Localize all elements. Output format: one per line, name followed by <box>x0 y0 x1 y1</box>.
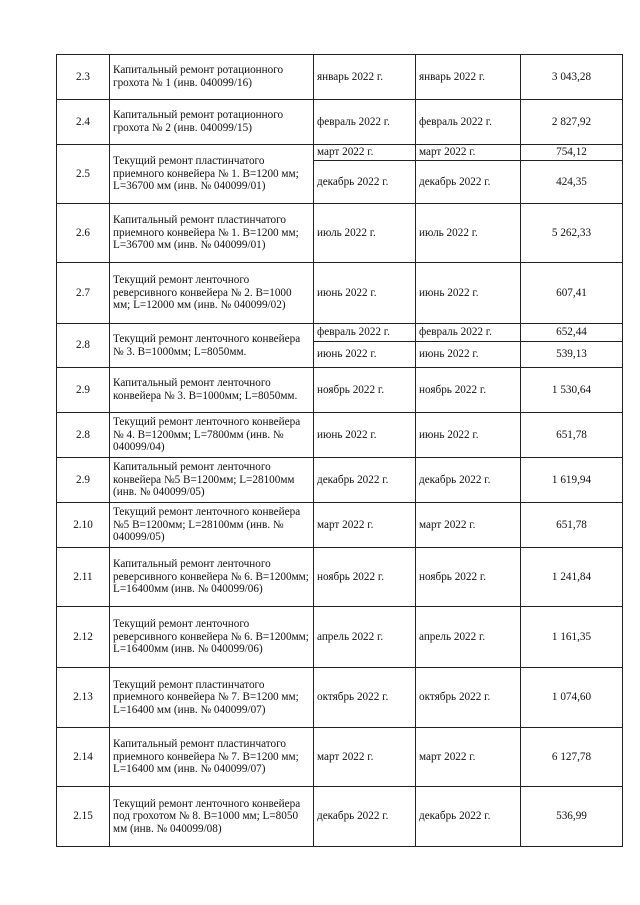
start-date: июль 2022 г. <box>314 204 416 263</box>
item-number: 2.9 <box>57 458 110 503</box>
item-number: 2.4 <box>57 100 110 145</box>
start-date: июнь 2022 г. <box>314 342 416 368</box>
cost-amount: 424,35 <box>521 161 623 204</box>
start-date: январь 2022 г. <box>314 55 416 100</box>
item-number: 2.8 <box>57 413 110 458</box>
start-date: апрель 2022 г. <box>314 607 416 668</box>
work-description: Капитальный ремонт ленточного реверсивного конвейера № 6. В=1200мм; L=16400мм (инв. № 040099/06) <box>110 548 314 607</box>
start-date: март 2022 г. <box>314 728 416 787</box>
work-description: Текущий ремонт ленточного конвейера №5 В=1200мм; L=28100мм (инв. № 040099/05) <box>110 503 314 548</box>
cost-amount: 5 262,33 <box>521 204 623 263</box>
start-date: декабрь 2022 г. <box>314 458 416 503</box>
cost-amount: 1 241,84 <box>521 548 623 607</box>
item-number: 2.14 <box>57 728 110 787</box>
table-row <box>57 728 623 787</box>
item-number: 2.13 <box>57 668 110 728</box>
work-description: Капитальный ремонт пластинчатого приемного конвейера № 1. В=1200 мм; L=36700 мм (инв. № 040099/01) <box>110 204 314 263</box>
start-date: декабрь 2022 г. <box>314 787 416 847</box>
table-row <box>57 503 623 548</box>
end-date: март 2022 г. <box>416 145 521 161</box>
start-date: ноябрь 2022 г. <box>314 368 416 413</box>
start-date: февраль 2022 г. <box>314 100 416 145</box>
work-description: Текущий ремонт пластинчатого приемного конвейера № 7. В=1200 мм; L=16400 мм (инв. № 040099/07) <box>110 668 314 728</box>
item-number: 2.5 <box>57 145 110 204</box>
end-date: декабрь 2022 г. <box>416 787 521 847</box>
item-number: 2.12 <box>57 607 110 668</box>
schedule-body <box>57 55 623 847</box>
work-description: Капитальный ремонт ротационного грохота № 1 (инв. 040099/16) <box>110 55 314 100</box>
end-date: июнь 2022 г. <box>416 263 521 324</box>
cost-amount: 1 074,60 <box>521 668 623 728</box>
end-date: февраль 2022 г. <box>416 324 521 342</box>
end-date: декабрь 2022 г. <box>416 161 521 204</box>
table-row <box>57 607 623 668</box>
work-description: Капитальный ремонт ленточного конвейера № 3. В=1000мм; L=8050мм. <box>110 368 314 413</box>
end-date: декабрь 2022 г. <box>416 458 521 503</box>
work-description: Капитальный ремонт пластинчатого приемного конвейера № 7. В=1200 мм; L=16400 мм (инв. № 040099/07) <box>110 728 314 787</box>
work-description: Капитальный ремонт ленточного конвейера №5 В=1200мм; L=28100мм (инв. № 040099/05) <box>110 458 314 503</box>
work-description: Текущий ремонт пластинчатого приемного конвейера № 1. В=1200 мм; L=36700 мм (инв. № 040099/01) <box>110 145 314 204</box>
table-row <box>57 55 623 100</box>
work-description: Текущий ремонт ленточного конвейера № 3. В=1000мм; L=8050мм. <box>110 324 314 368</box>
item-number: 2.9 <box>57 368 110 413</box>
work-description: Текущий ремонт ленточного конвейера № 4. В=1200мм; L=7800мм (инв. № 040099/04) <box>110 413 314 458</box>
cost-amount: 539,13 <box>521 342 623 368</box>
start-date: ноябрь 2022 г. <box>314 548 416 607</box>
end-date: июнь 2022 г. <box>416 342 521 368</box>
end-date: июль 2022 г. <box>416 204 521 263</box>
end-date: ноябрь 2022 г. <box>416 548 521 607</box>
table-row <box>57 668 623 728</box>
item-number: 2.15 <box>57 787 110 847</box>
start-date: февраль 2022 г. <box>314 324 416 342</box>
table-row <box>57 368 623 413</box>
table-row <box>57 324 623 342</box>
cost-amount: 652,44 <box>521 324 623 342</box>
work-description: Текущий ремонт ленточного реверсивного конвейера № 2. В=1000 мм; L=12000 мм (инв. № 040099/02) <box>110 263 314 324</box>
work-description: Текущий ремонт ленточного конвейера под грохотом № 8. В=1000 мм; L=8050 мм (инв. № 040099/08) <box>110 787 314 847</box>
table-row <box>57 145 623 161</box>
table-row <box>57 413 623 458</box>
start-date: октябрь 2022 г. <box>314 668 416 728</box>
cost-amount: 607,41 <box>521 263 623 324</box>
cost-amount: 754,12 <box>521 145 623 161</box>
item-number: 2.7 <box>57 263 110 324</box>
end-date: ноябрь 2022 г. <box>416 368 521 413</box>
end-date: февраль 2022 г. <box>416 100 521 145</box>
item-number: 2.6 <box>57 204 110 263</box>
start-date: март 2022 г. <box>314 503 416 548</box>
cost-amount: 2 827,92 <box>521 100 623 145</box>
table-row <box>57 787 623 847</box>
start-date: декабрь 2022 г. <box>314 161 416 204</box>
end-date: октябрь 2022 г. <box>416 668 521 728</box>
item-number: 2.10 <box>57 503 110 548</box>
table-row <box>57 263 623 324</box>
start-date: июнь 2022 г. <box>314 263 416 324</box>
end-date: март 2022 г. <box>416 503 521 548</box>
end-date: март 2022 г. <box>416 728 521 787</box>
cost-amount: 1 619,94 <box>521 458 623 503</box>
item-number: 2.8 <box>57 324 110 368</box>
item-number: 2.3 <box>57 55 110 100</box>
cost-amount: 6 127,78 <box>521 728 623 787</box>
end-date: январь 2022 г. <box>416 55 521 100</box>
work-description: Капитальный ремонт ротационного грохота № 2 (инв. 040099/15) <box>110 100 314 145</box>
table-row <box>57 458 623 503</box>
repair-schedule-table <box>56 54 623 847</box>
cost-amount: 1 530,64 <box>521 368 623 413</box>
start-date: июнь 2022 г. <box>314 413 416 458</box>
table-row <box>57 100 623 145</box>
work-description: Текущий ремонт ленточного реверсивного конвейера № 6. В=1200мм; L=16400мм (инв. № 040099/06) <box>110 607 314 668</box>
end-date: апрель 2022 г. <box>416 607 521 668</box>
cost-amount: 651,78 <box>521 503 623 548</box>
cost-amount: 3 043,28 <box>521 55 623 100</box>
cost-amount: 536,99 <box>521 787 623 847</box>
table-row <box>57 204 623 263</box>
cost-amount: 651,78 <box>521 413 623 458</box>
cost-amount: 1 161,35 <box>521 607 623 668</box>
table-row <box>57 548 623 607</box>
end-date: июнь 2022 г. <box>416 413 521 458</box>
item-number: 2.11 <box>57 548 110 607</box>
start-date: март 2022 г. <box>314 145 416 161</box>
